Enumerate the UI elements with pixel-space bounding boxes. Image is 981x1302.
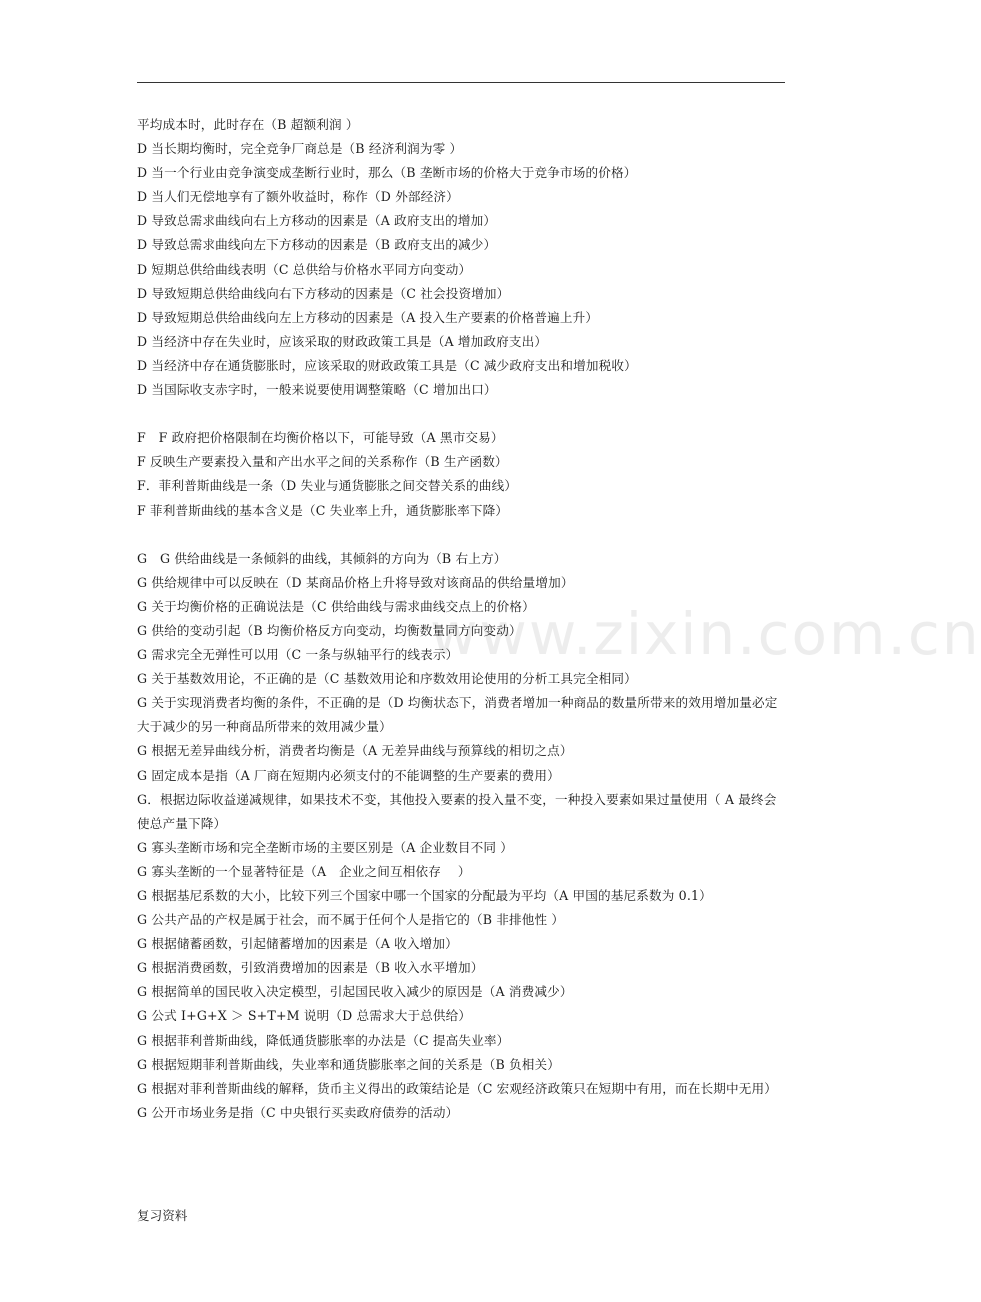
text-line: F F 政府把价格限制在均衡价格以下，可能导致（A 黑市交易） [137, 430, 504, 446]
text-line: G 根据无差异曲线分析，消费者均衡是（A 无差异曲线与预算线的相切之点） [137, 743, 573, 759]
text-line: F 菲利普斯曲线的基本含义是（C 失业率上升，通货膨胀率下降） [137, 502, 509, 518]
footer-label: 复习资料 [137, 1208, 188, 1223]
text-line: D 导致总需求曲线向右上方移动的因素是（A 政府支出的增加） [137, 213, 497, 229]
text-line: 平均成本时，此时存在（B 超额利润 ） [137, 117, 359, 132]
section-g [137, 547, 787, 1125]
text-line: G 根据对菲利普斯曲线的解释，货币主义得出的政策结论是（C 宏观经济政策只在短期中有用，而在长期中无用） [137, 1080, 778, 1096]
text-line: D 导致短期总供给曲线向右下方移动的因素是（C 社会投资增加） [137, 285, 510, 301]
text-line: G 公共产品的产权是属于社会，而不属于任何个人是指它的（B 非排他性 ） [137, 912, 565, 928]
text-line: D 当经济中存在失业时，应该采取的财政政策工具是（A 增加政府支出） [137, 333, 548, 349]
text-line: G．根据边际收益递减规律，如果技术不变，其他投入要素的投入量不变，一种投入要素如果过量使用（ A 最终会使总产量下降） [137, 791, 777, 831]
text-line: G 根据消费函数，引致消费增加的因素是（B 收入水平增加） [137, 960, 484, 976]
section-gap [137, 523, 787, 547]
text-line: D 当经济中存在通货膨胀时，应该采取的财政政策工具是（C 减少政府支出和增加税收） [137, 357, 637, 373]
text-line: G 关于均衡价格的正确说法是（C 供给曲线与需求曲线交点上的价格） [137, 598, 535, 614]
text-line: D 导致短期总供给曲线向左上方移动的因素是（A 投入生产要素的价格普遍上升） [137, 309, 599, 325]
text-line: D 当人们无偿地享有了额外收益时，称作（D 外部经济） [137, 189, 459, 205]
text-line: G 固定成本是指（A 厂商在短期内必须支付的不能调整的生产要素的费用） [137, 767, 560, 783]
text-line: G 根据储蓄函数，引起储蓄增加的因素是（A 收入增加） [137, 936, 458, 952]
text-line: G 关于实现消费者均衡的条件，不正确的是（D 均衡状态下，消费者增加一种商品的数量所带来的效用增加量必定大于减少的另一种商品所带来的效用减少量） [137, 695, 778, 735]
section-d [137, 113, 787, 402]
text-line: D 当长期均衡时，完全竞争厂商总是（B 经济利润为零 ） [137, 141, 463, 157]
text-line: D 短期总供给曲线表明（C 总供给与价格水平同方向变动） [137, 261, 472, 277]
section-f [137, 426, 787, 522]
text-line: F．菲利普斯曲线是一条（D 失业与通货膨胀之间交替关系的曲线） [137, 478, 518, 494]
text-line: G 根据基尼系数的大小，比较下列三个国家中哪一个国家的分配最为平均（A 甲国的基尼系数为 0.1） [137, 888, 712, 903]
text-line: D 导致总需求曲线向左下方移动的因素是（B 政府支出的减少） [137, 237, 497, 253]
text-line: G G 供给曲线是一条倾斜的曲线，其倾斜的方向为（B 右上方） [137, 550, 507, 566]
text-line: G 需求完全无弹性可以用（C 一条与纵轴平行的线表示） [137, 647, 459, 663]
header-rule [137, 82, 785, 83]
section-gap [137, 402, 787, 426]
text-line: G 供给的变动引起（B 均衡价格反方向变动，均衡数量同方向变动） [137, 622, 522, 638]
document-body [137, 113, 787, 1125]
text-line: F 反映生产要素投入量和产出水平之间的关系称作（B 生产函数） [137, 454, 508, 470]
text-line: G 根据简单的国民收入决定模型，引起国民收入减少的原因是（A 消费减少） [137, 984, 573, 1000]
text-line: G 公式 I+G+X ＞ S+T+M 说明（D 总需求大于总供给） [137, 1008, 472, 1024]
text-line: D 当国际收支赤字时，一般来说要使用调整策略（C 增加出口） [137, 382, 497, 398]
text-line: G 供给规律中可以反映在（D 某商品价格上升将导致对该商品的供给量增加） [137, 574, 574, 590]
text-line: G 根据菲利普斯曲线，降低通货膨胀率的办法是（C 提高失业率） [137, 1032, 510, 1048]
text-line: G 寡头垄断市场和完全垄断市场的主要区别是（A 企业数目不同 ） [137, 839, 513, 855]
text-line: G 关于基数效用论，不正确的是（C 基数效用论和序数效用论使用的分析工具完全相同） [137, 671, 637, 687]
watermark: www.zixin.com.cn [430, 600, 981, 668]
text-line: G 寡头垄断的一个显著特征是（A 企业之间互相依存 ） [137, 863, 471, 879]
text-line: D 当一个行业由竞争演变成垄断行业时，那么（B 垄断市场的价格大于竞争市场的价格） [137, 165, 637, 181]
text-line: G 根据短期菲利普斯曲线，失业率和通货膨胀率之间的关系是（B 负相关） [137, 1056, 560, 1072]
text-line: G 公开市场业务是指（C 中央银行买卖政府债券的活动） [137, 1104, 459, 1120]
